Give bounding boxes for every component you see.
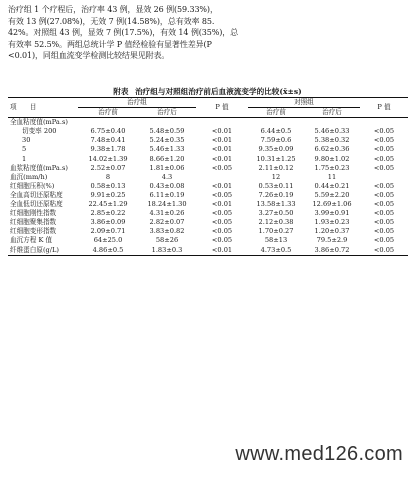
table-row	[8, 182, 408, 191]
cell-cb	[248, 118, 304, 128]
cell-p1: <0.01	[211, 136, 233, 145]
header-p-value: P 值	[360, 98, 408, 118]
cell-cb: 4.73±0.5	[248, 246, 304, 256]
cell-cb: 9.35±0.09	[258, 145, 294, 154]
row-label: 1	[22, 154, 27, 163]
row-label: 全血高切还原粘度	[10, 190, 63, 199]
cell-p1: <0.01	[211, 127, 233, 136]
table-row	[8, 209, 408, 218]
cell-ta: 5.48±0.59	[149, 127, 185, 136]
table-row	[8, 136, 408, 145]
table-row	[8, 227, 408, 236]
cell-p2: <0.05	[373, 190, 395, 199]
header-before: 治疗前	[248, 108, 304, 118]
cell-tb: 2.52±0.07	[90, 163, 126, 172]
cell-p2: <0.05	[373, 163, 395, 172]
paragraph-line: 42%。对照组 43 例，显效 7 例(17.5%)，有效 14 例(35%)，总	[8, 28, 239, 37]
paragraph-line: <0.01)，同组血流变学检测比较结果见附表。	[8, 51, 170, 60]
cell-p1	[196, 118, 248, 128]
cell-p1: <0.05	[211, 209, 233, 218]
cell-p1: <0.05	[211, 236, 233, 245]
table-row	[8, 173, 408, 182]
cell-tb: 7.48±0.41	[90, 136, 126, 145]
table-row	[8, 191, 408, 200]
cell-p2: <0.05	[373, 227, 395, 236]
row-label: 血浆粘度值(mPa.s)	[10, 163, 68, 172]
cell-tb	[78, 118, 138, 128]
cell-tb: 4.86±0.5	[78, 246, 138, 256]
cell-cb: 12	[271, 172, 281, 181]
cell-cb: 3.27±0.50	[258, 209, 294, 218]
cell-ta: 58±26	[155, 236, 179, 245]
cell-cb: 58±13	[264, 236, 288, 245]
paragraph-line: 治疗组 1 个疗程后，治疗率 43 例，显效 26 例(59.33%)，	[8, 5, 218, 14]
watermark-url: www.med126.com	[235, 443, 403, 465]
cell-tb: 14.02±1.39	[88, 154, 128, 163]
cell-ca: 9.80±1.02	[314, 154, 350, 163]
table-row	[8, 246, 408, 256]
cell-cb: 2.12±0.38	[258, 218, 294, 227]
table-row	[8, 127, 408, 136]
hemorheology-table	[8, 97, 408, 256]
cell-ta: 5.46±1.33	[149, 145, 185, 154]
table-row	[8, 236, 408, 245]
row-label: 30	[22, 136, 31, 145]
cell-ta: 0.43±0.08	[149, 181, 185, 190]
cell-tb: 8	[105, 172, 111, 181]
cell-p2: <0.05	[373, 209, 395, 218]
paragraph-line: 有效率 52.5%。两组总统计学 P 值经检验有显著性差异(P	[8, 39, 212, 49]
cell-tb: 3.86±0.09	[90, 218, 126, 227]
header-item: 项 目	[8, 98, 78, 118]
cell-tb: 9.38±1.78	[90, 145, 126, 154]
cell-tb: 9.91±0.25	[90, 190, 126, 199]
row-label: 红细胞刚性指数	[10, 209, 57, 218]
cell-cb: 1.70±0.27	[258, 227, 294, 236]
cell-ca: 1.20±0.37	[314, 227, 350, 236]
cell-ca: 5.46±0.33	[314, 127, 350, 136]
table-row	[8, 145, 408, 154]
cell-ca: 1.93±0.23	[314, 218, 350, 227]
cell-cb: 7.26±0.19	[258, 190, 294, 199]
cell-ca: 11	[327, 172, 337, 181]
cell-tb: 2.85±0.22	[90, 209, 126, 218]
table-row	[8, 164, 408, 173]
cell-ca: 12.69±1.06	[312, 200, 352, 209]
table-caption	[0, 86, 415, 97]
row-label: 血沉(mm/h)	[10, 172, 48, 181]
table-row	[8, 218, 408, 227]
cell-ca: 0.44±0.21	[314, 181, 350, 190]
cell-p1: <0.01	[211, 154, 233, 163]
cell-p2: <0.05	[373, 236, 395, 245]
cell-tb: 6.75±0.40	[90, 127, 126, 136]
table-body	[8, 118, 408, 255]
cell-cb: 7.59±0.6	[260, 136, 292, 145]
cell-p2: <0.05	[373, 136, 395, 145]
table-row	[8, 155, 408, 164]
cell-p1: <0.05	[211, 190, 233, 199]
header-group-control: 对照组	[248, 98, 360, 108]
cell-p2: <0.05	[373, 218, 395, 227]
paragraph-line: 有效 13 例(27.08%)，无效 7 例(14.58%)，总有效率 85.	[8, 16, 215, 26]
cell-tb: 64±25.0	[93, 236, 123, 245]
body-paragraph	[8, 4, 403, 62]
cell-p2: <0.05	[373, 145, 395, 154]
cell-p1: <0.01	[196, 246, 248, 256]
cell-p1: <0.05	[211, 227, 233, 236]
cell-p1	[196, 173, 248, 182]
row-label: 红细胞压积(%)	[10, 181, 55, 190]
cell-p2: <0.05	[373, 127, 395, 136]
cell-cb: 13.58±1.33	[256, 200, 296, 209]
cell-ta: 18.24±1.30	[147, 200, 187, 209]
table-row	[8, 200, 408, 209]
caption-label: 附表	[113, 87, 129, 96]
cell-p2: <0.05	[373, 154, 395, 163]
caption-title: 治疗组与对照组治疗前后血液流变学的比较(x̄±s)	[135, 87, 302, 96]
cell-ta: 5.24±0.35	[149, 136, 185, 145]
cell-p1: <0.01	[211, 181, 233, 190]
cell-p1: <0.01	[211, 145, 233, 154]
cell-ta: 4.3	[161, 172, 173, 181]
cell-ta: 1.81±0.06	[149, 163, 185, 172]
cell-ta: 6.11±0.19	[149, 190, 185, 199]
header-before: 治疗前	[78, 108, 138, 118]
cell-ta: 3.83±0.82	[149, 227, 185, 236]
cell-cb: 0.53±0.11	[258, 181, 294, 190]
cell-ca: 3.99±0.91	[314, 209, 350, 218]
cell-p1: <0.01	[211, 200, 233, 209]
header-p-value: P 值	[196, 98, 248, 118]
cell-cb: 2.11±0.12	[258, 163, 294, 172]
row-label: 5	[22, 145, 27, 154]
row-label: 全血粘度值(mPa.s)	[10, 118, 68, 127]
cell-tb: 0.58±0.13	[90, 181, 126, 190]
header-group-treatment: 治疗组	[78, 98, 196, 108]
row-label: 红细胞变形指数	[10, 227, 57, 236]
cell-ta: 1.83±0.3	[138, 246, 196, 256]
cell-p2: <0.05	[373, 181, 395, 190]
cell-cb: 6.44±0.5	[260, 127, 292, 136]
row-label: 红细胞聚集指数	[10, 218, 57, 227]
cell-ca: 5.59±2.20	[314, 190, 350, 199]
cell-ca: 79.5±2.9	[316, 236, 348, 245]
cell-p2	[360, 173, 408, 182]
cell-cb: 10.31±1.25	[256, 154, 296, 163]
cell-tb: 22.45±1.29	[88, 200, 128, 209]
cell-p2	[360, 118, 408, 128]
cell-ca: 1.75±0.23	[314, 163, 350, 172]
cell-ta: 8.66±1.20	[149, 154, 185, 163]
header-after: 治疗后	[304, 108, 360, 118]
cell-ta: 4.31±0.26	[149, 209, 185, 218]
cell-tb: 2.09±0.71	[90, 227, 126, 236]
row-label: 全血低切还原粘度	[10, 200, 63, 209]
cell-ca: 5.38±0.32	[314, 136, 350, 145]
row-label: 纤维蛋白原(g/L)	[8, 246, 78, 256]
header-after: 治疗后	[138, 108, 196, 118]
cell-ta: 2.82±0.07	[149, 218, 185, 227]
row-label: 血沉方程 K 值	[10, 236, 53, 245]
row-label: 切变率 200	[22, 127, 57, 136]
cell-p2: <0.05	[360, 246, 408, 256]
cell-ca: 3.86±0.72	[304, 246, 360, 256]
cell-ta	[138, 118, 196, 128]
cell-p2: <0.05	[373, 200, 395, 209]
cell-p1: <0.05	[211, 218, 233, 227]
cell-p1: <0.05	[211, 163, 233, 172]
cell-ca: 6.62±0.36	[314, 145, 350, 154]
table-row	[8, 118, 408, 128]
cell-ca	[304, 118, 360, 128]
